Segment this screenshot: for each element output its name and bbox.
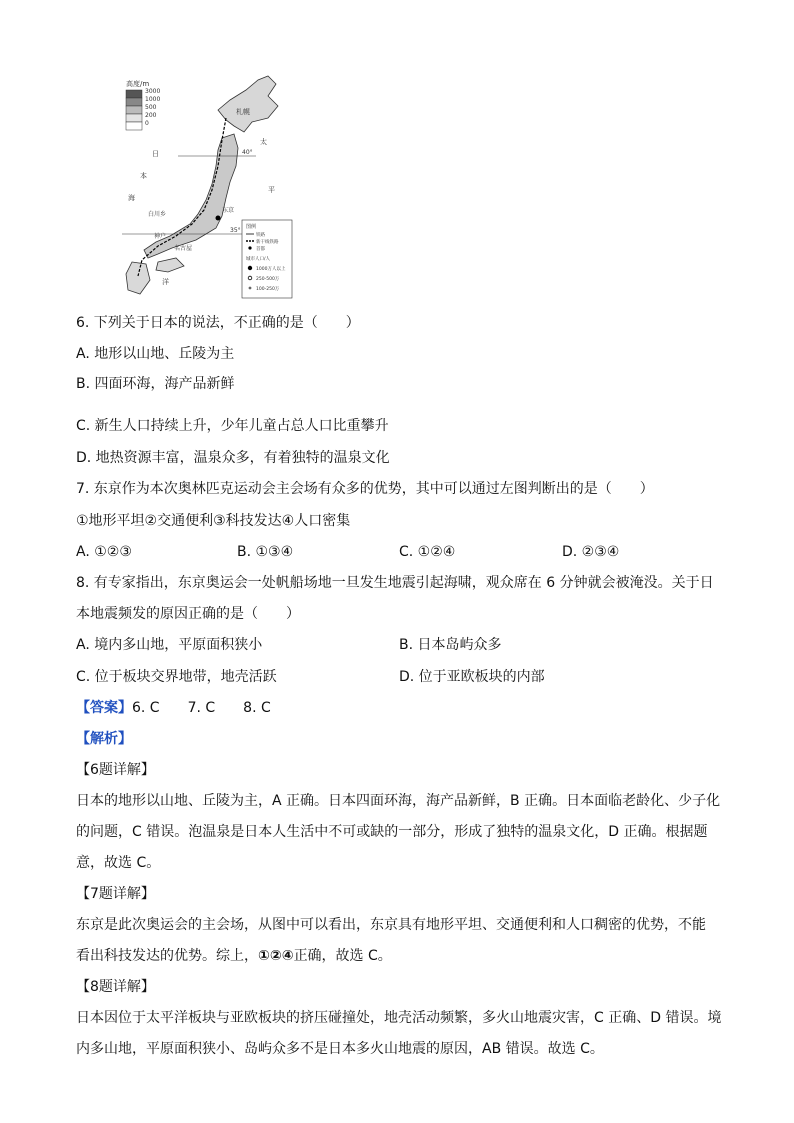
key-pop-3: 100-250万: [256, 287, 280, 292]
lat-35-label: 35°: [230, 227, 241, 234]
detail-8-line1: 日本因位于太平洋板块与亚欧板块的挤压碰撞处，地壳活动频繁，多火山地震灾害，C 正确、D 错误。境: [76, 1010, 722, 1026]
detail-7-heading: 【7题详解】: [76, 886, 155, 902]
key-railway: 铁路: [256, 233, 265, 238]
q6-option-b: B. 四面环海，海产品新鲜: [76, 376, 235, 392]
answer-line: [76, 698, 271, 718]
q7-option-b: B. ①③④: [237, 544, 294, 560]
japan-map-figure: [118, 70, 298, 302]
detail-8-heading: 【8题详解】: [76, 979, 155, 995]
q6-option-a: A. 地形以山地、丘陵为主: [76, 346, 235, 362]
label-nagoya: 名古屋: [174, 245, 193, 252]
elev-500: 500: [145, 104, 157, 111]
elev-3000: 3000: [145, 88, 161, 95]
label-kobe: 神户: [154, 233, 167, 240]
q6-stem: 6. 下列关于日本的说法，不正确的是（ ）: [76, 315, 360, 331]
key-pop-1: 1000万人以上: [256, 267, 286, 272]
q8-option-c: C. 位于板块交界地带，地壳活跃: [76, 669, 277, 685]
label-yang: 洋: [162, 278, 169, 286]
q7-option-a: A. ①②③: [76, 544, 132, 560]
q7-option-c: C. ①②④: [399, 544, 456, 560]
key-shinkansen: 新干线铁路: [256, 240, 279, 245]
map-key: [242, 220, 292, 298]
q8-stem-line1: 8. 有专家指出，东京奥运会一处帆船场地一旦发生地震引起海啸，观众席在 6 分钟就会被淹没。关于日: [76, 575, 714, 591]
answer-label: 【答案】: [76, 700, 132, 716]
detail-7-line1: 东京是此次奥运会的主会场，从图中可以看出，东京具有地形平坦、交通便利和人口稠密的优势，不能: [76, 917, 706, 933]
detail-7-line2-c: 正确，故选 C。: [293, 948, 392, 964]
label-ping: 平: [268, 186, 275, 194]
detail-6-line1: 日本的地形以山地、丘陵为主，A 正确。日本四面环海，海产品新鲜，B 正确。日本面临老龄化、少子化: [76, 793, 721, 809]
detail-8-line2: 内多山地，平原面积狭小、岛屿众多不是日本多火山地震的原因，AB 错误。故选 C。: [76, 1041, 604, 1057]
answer-values: 6. C 7. C 8. C: [132, 700, 271, 716]
tokyo-marker: [216, 216, 221, 221]
detail-6-line2: 的问题，C 错误。泡温泉是日本人生活中不可或缺的一部分，形成了独特的温泉文化，D 正确。根据题: [76, 824, 708, 840]
analysis-label: 【解析】: [76, 731, 132, 747]
q6-option-d: D. 地热资源丰富，温泉众多，有着独特的温泉文化: [76, 450, 390, 466]
key-capital: 首都: [256, 247, 265, 252]
label-tai: 太: [260, 138, 267, 146]
elev-200: 200: [145, 112, 157, 119]
label-hai: 海: [128, 194, 135, 202]
key-pop-2: 250-500万: [256, 277, 280, 282]
detail-6-heading: 【6题详解】: [76, 762, 155, 778]
label-ri: 日: [152, 150, 159, 158]
label-sapporo: 札幌: [236, 108, 250, 116]
detail-7-line2-a: 看出科技发达的优势。综上，: [76, 948, 258, 964]
elevation-legend-title: 高度/m: [126, 80, 150, 88]
q8-option-b: B. 日本岛屿众多: [399, 637, 502, 653]
lat-40-label: 40°: [242, 149, 253, 156]
detail-7-line2: [76, 946, 392, 966]
label-baichuan: 白川乡: [148, 211, 167, 218]
q7-option-d: D. ②③④: [562, 544, 620, 560]
q8-stem-line2: 本地震频发的原因正确的是（ ）: [76, 606, 300, 622]
key-pop-title: 城市人口/人: [246, 257, 271, 262]
elev-1000: 1000: [145, 96, 161, 103]
detail-6-line3: 意，故选 C。: [76, 855, 161, 871]
q7-stem: 7. 东京作为本次奥林匹克运动会主会场有众多的优势，其中可以通过左图判断出的是（ ）: [76, 481, 654, 497]
elev-0: 0: [145, 120, 149, 127]
key-title: 图例: [246, 224, 257, 230]
q8-option-d: D. 位于亚欧板块的内部: [399, 669, 545, 685]
detail-7-line2-b: ①②④: [258, 948, 294, 964]
q8-option-a: A. 境内多山地，平原面积狭小: [76, 637, 263, 653]
label-ben: 本: [140, 172, 147, 180]
label-tokyo: 东京: [222, 207, 235, 214]
q7-items: ①地形平坦②交通便利③科技发达④人口密集: [76, 513, 351, 529]
q6-option-c: C. 新生人口持续上升，少年儿童占总人口比重攀升: [76, 418, 389, 434]
